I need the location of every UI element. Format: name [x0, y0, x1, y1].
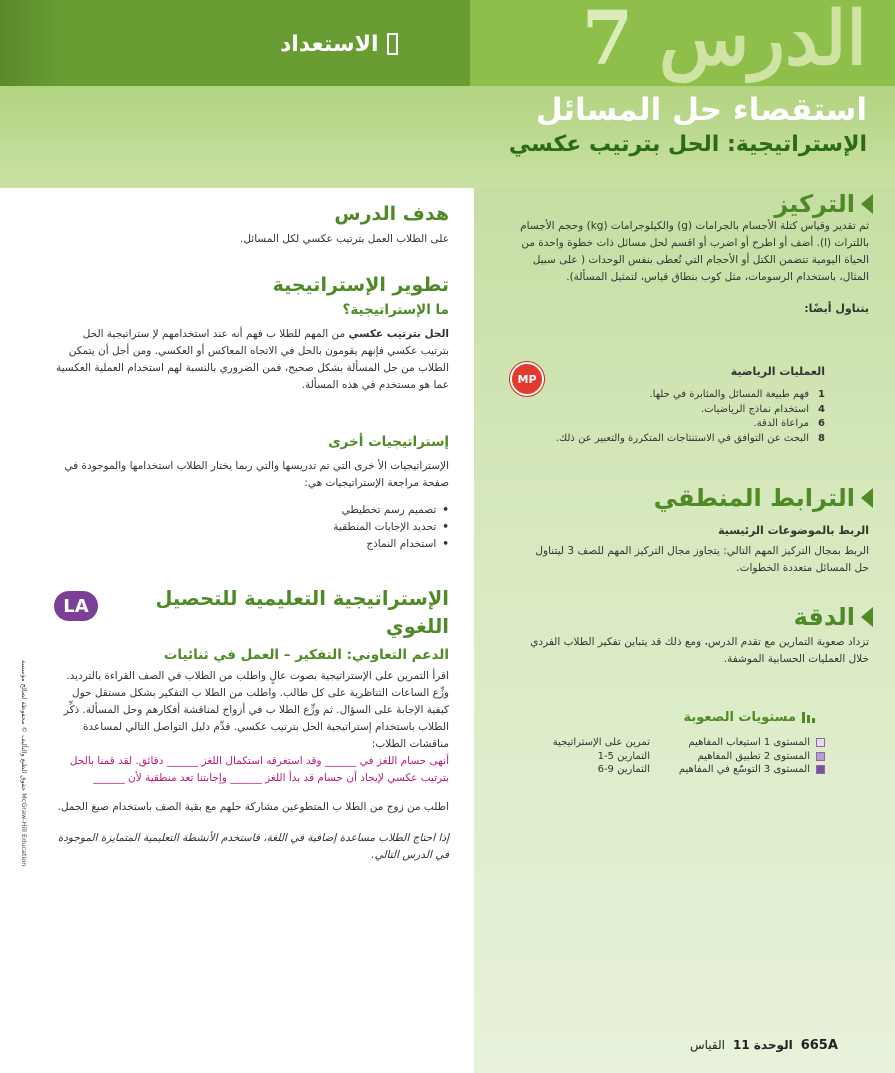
strategy-text: [54, 326, 449, 394]
level-label: المستوى 1 استيعاب المفاهيم: [688, 737, 810, 748]
bullet-text: تحديد الإجابات المنطقية: [333, 521, 437, 533]
other-strategies-intro: الإستراتيجيات الأ خرى التي تم تدريسها والتي ربما يختار الطلاب استخدامها والموجودة في صفحة مراجعة الإستراتيجيات هي:: [64, 460, 449, 489]
level-label: المستوى 2 تطبيق المفاهيم: [697, 750, 810, 762]
ell-note: إذا احتاج الطلاب مساعدة إضافية في اللغة، فاستخدم الأنشطة التعليمية المتمايزة الموجودة في الدرس التالي.: [57, 832, 449, 861]
page-number: 665A: [800, 1038, 838, 1053]
mp-text: مراعاة الدقة.: [753, 418, 809, 429]
levels-title-text: مستويات الصعوبة: [683, 710, 796, 725]
focus-text: ثم تقدير وقياس كتلة الأجسام بالجرامات (g) والكيلوجرامات (kg) وحجم الأجسام باللترات (l). أضف أو اطرح أو اضرب أو اقسم لحل مسائل ذات خطوة واحدة من الحياة اليومية تتضمن الكتل أو الأحجام التي تُعطى بنفس الوحدات ( على سبيل المثال، باستخدام الرسومات، مثل كوب بنطاق قياس، لتمثيل المسألة).: [520, 220, 869, 283]
focus-heading-text: التركيز: [774, 190, 855, 218]
bullet-text: استخدام النماذج: [366, 538, 437, 550]
coherence-sub: الربط بالموضوعات الرئيسية: [718, 524, 869, 537]
list-item: [525, 417, 825, 432]
mp-num: 4: [818, 403, 825, 415]
copyright-credit: حقوق الطبع والتأليف © محفوظة لصالح مؤسسة McGraw-Hill Education: [20, 660, 28, 867]
ell-subheading: الدعم التعاوني: التفكير – العمل في ثنائيات: [163, 647, 449, 663]
level-square-icon: [816, 738, 825, 747]
mp-text: فهم طبيعة المسائل والمثابرة في حلها.: [649, 389, 809, 400]
list-item: [655, 736, 825, 750]
strategy-body: من المهم للطلا ب فهم أنه عند استخدامهم لإ ستراتيجية الحل بترتيب عكسي فإنهم يقومون بالحل في الاتجاه المعاكس أو العكسي. ومن أجل أن يتمكن الطلاب من حل المسألة بشكل صحيح، فمن الضروري بالنسبة لهم استخدام العملية العكسية عما هو مستخدم في هذه المسألة.: [55, 328, 449, 391]
strategy-heading: تطوير الإستراتيجية: [272, 274, 449, 296]
strategy-question: ما الإستراتيجية؟: [342, 302, 449, 318]
rigor-heading: [794, 603, 873, 631]
page-subtitle: الإستراتيجية: الحل بترتيب عكسي: [508, 132, 867, 157]
lesson-number: [570, 0, 867, 82]
strategy-term: الحل بترتيب عكسي: [348, 328, 449, 340]
mp-text: استخدام نماذج الرياضيات.: [700, 403, 809, 415]
math-practices-title: العمليات الرياضية: [730, 365, 825, 378]
list-item: • استخدام النماذج: [54, 536, 449, 553]
triangle-icon: [861, 607, 873, 627]
level-exercises: تمرين على الإستراتيجية: [552, 737, 650, 748]
lesson-word: الدرس: [658, 0, 867, 82]
triangle-icon: [861, 194, 873, 214]
other-strategies-text: [54, 458, 449, 553]
level-label: المستوى 3 التوسّع في المفاهيم: [678, 764, 810, 775]
levels-list: [655, 736, 825, 777]
list-item: [655, 763, 825, 777]
math-practices-icon: MP: [510, 362, 544, 396]
lesson-digit: 7: [581, 0, 634, 82]
list-item: [525, 403, 825, 418]
triangle-icon: [861, 488, 873, 508]
list-item: • تحديد الإجابات المنطقية: [54, 519, 449, 536]
level-square-icon: [816, 765, 825, 774]
ell-body: [54, 668, 449, 864]
footer-topic: القياس: [690, 1038, 725, 1052]
math-practices-list: [525, 365, 825, 446]
ell-heading-row: [54, 585, 449, 641]
bar-levels-icon: [802, 712, 815, 723]
prep-text: الاستعداد: [280, 31, 379, 57]
mp-num: 8: [818, 432, 825, 444]
coherence-text: الربط بمجال التركيز المهم التالي: يتجاوز مجال التركيز المهم للصف 3 ليتناول حل المسائل متعددة الخطوات.: [535, 545, 869, 574]
levels-title: [684, 710, 816, 725]
list-item: [655, 750, 825, 764]
mp-num: 6: [818, 418, 825, 429]
bullet-text: تصميم رسم تخطيطي: [341, 504, 437, 516]
levels-exercises: [530, 736, 650, 777]
list-item: • تصميم رسم تخطيطي: [54, 502, 449, 519]
objective-heading: هدف الدرس: [334, 203, 449, 225]
list-item: [525, 388, 825, 403]
coherence-heading: [654, 484, 873, 512]
also-label: يتناول أيضًا:: [804, 302, 869, 315]
ell-heading: الإستراتيجية التعليمية للتحصيل اللغوي: [155, 587, 449, 638]
mp-num: 1: [818, 389, 825, 400]
footer-unit: الوحدة 11: [733, 1038, 793, 1052]
header-shade: [0, 0, 60, 86]
objective-text: على الطلاب العمل بترتيب عكسي لكل المسائل.: [240, 233, 449, 245]
prep-box-icon: [387, 33, 398, 55]
prep-label: [280, 24, 440, 64]
page-title: استقصاء حل المسائل: [535, 92, 867, 128]
ell-text: اقرأ التمرين على الإستراتيجية بصوت عالٍ واطلب من الطلاب في الصف القراءة بالترديد. وزِّع الساعات التناظرية على كل طالب. واطلب من الطلا ب التفكير بشكل مستقل حول كيفية الإجابة على السؤال. ثم وزِّع الطلا ب في أزواج لمناقشة أفكارهم وحل المسألة. ذكِّر الطلاب باستخدام إستراتيجية الحل بترتيب عكسي. قدِّم دليل التواصل التالي لمساعدة مناقشات الطلاب:: [63, 670, 449, 750]
rigor-heading-text: الدقة: [793, 603, 855, 631]
list-item: [525, 432, 825, 447]
ell-frame: أنهى حسام اللغز في ______ وقد استغرقه استكمال اللغز ______ دقائق. لقد قمنا بالحل بترتيب عكسي لإيجاد أن حسام قد بدأ اللغز ______ وإجابتنا تعد منطقية لأن ______: [69, 755, 449, 784]
level-exercises: التمارين 9-6: [597, 764, 650, 775]
focus-heading: [774, 190, 873, 218]
ell-followup: اطلب من زوج من الطلا ب المتطوعين مشاركة حلهم مع بقية الصف باستخدام صيغ الجمل.: [57, 801, 449, 813]
page-footer: [690, 1038, 838, 1053]
coherence-heading-text: الترابط المنطقي: [653, 484, 855, 512]
other-strategies-heading: إستراتيجيات أخرى: [328, 434, 449, 450]
rigor-text: تزداد صعوبة التمارين مع تقدم الدرس، ومع ذلك قد يتباين تفكير الطلاب الفردي خلال العمليات الحسابية الموشفة.: [530, 636, 869, 665]
mp-text: البحث عن التوافق في الاستنتاجات المتكررة والتعبير عن ذلك.: [555, 432, 809, 444]
level-exercises: التمارين 5-1: [597, 750, 650, 762]
level-square-icon: [816, 752, 825, 761]
la-badge: LA: [54, 591, 98, 621]
